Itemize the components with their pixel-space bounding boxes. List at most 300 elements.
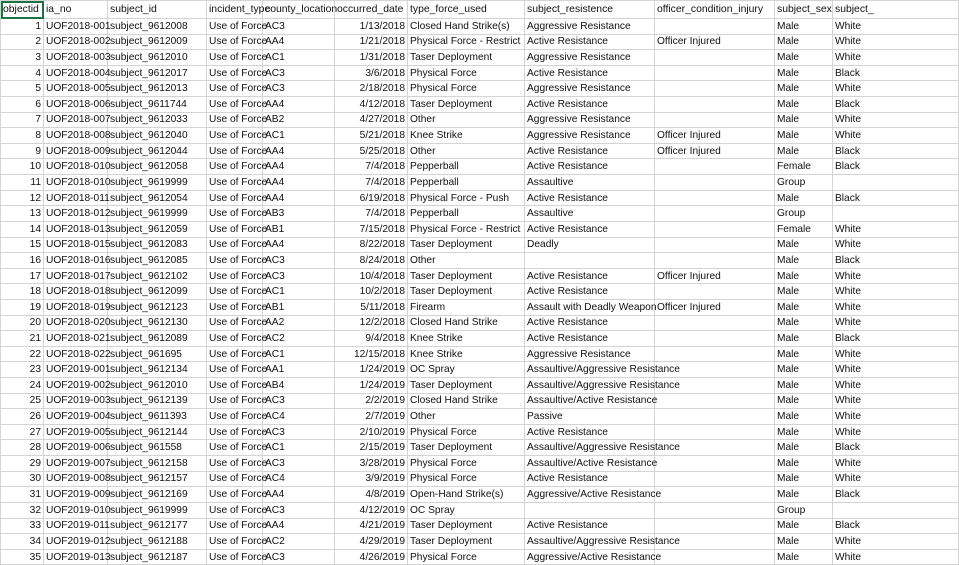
cell-type-force-used[interactable]: Taser Deployment <box>408 237 525 253</box>
cell-type-force-used[interactable]: Physical Force - Push <box>408 190 525 206</box>
cell-type-force-used[interactable]: Open-Hand Strike(s) <box>408 487 525 503</box>
cell-county-location[interactable]: AC2 <box>263 331 335 347</box>
cell-type-force-used[interactable]: Physical Force <box>408 424 525 440</box>
cell-officer-condition-injury[interactable] <box>655 471 775 487</box>
cell-type-force-used[interactable]: Physical Force <box>408 65 525 81</box>
cell-ia-no[interactable]: UOF2019-008 <box>44 471 108 487</box>
cell-officer-condition-injury[interactable] <box>655 206 775 222</box>
cell-subject-race[interactable]: White <box>833 112 959 128</box>
cell-type-force-used[interactable]: Closed Hand Strike <box>408 315 525 331</box>
cell-subject-race[interactable]: White <box>833 534 959 550</box>
cell-subject-id[interactable]: subject_9612085 <box>108 253 207 269</box>
cell-subject-resistence[interactable]: Active Resistance <box>525 284 655 300</box>
cell-incident-type[interactable]: Use of Force <box>207 549 263 565</box>
cell-incident-type[interactable]: Use of Force <box>207 346 263 362</box>
cell-incident-type[interactable]: Use of Force <box>207 253 263 269</box>
cell-type-force-used[interactable]: Other <box>408 409 525 425</box>
cell-subject-resistence[interactable] <box>525 502 655 518</box>
cell-incident-type[interactable]: Use of Force <box>207 518 263 534</box>
cell-county-location[interactable]: AC1 <box>263 440 335 456</box>
cell-county-location[interactable]: AC3 <box>263 456 335 472</box>
cell-type-force-used[interactable]: Taser Deployment <box>408 440 525 456</box>
cell-officer-condition-injury[interactable] <box>655 549 775 565</box>
cell-officer-condition-injury[interactable] <box>655 315 775 331</box>
cell-subject-resistence[interactable]: Active Resistance <box>525 471 655 487</box>
column-header-incident-type[interactable]: incident_type <box>207 1 263 19</box>
cell-ia-no[interactable]: UOF2018-004 <box>44 65 108 81</box>
column-header-occurred-date[interactable]: occurred_date <box>335 1 408 19</box>
cell-occurred-date[interactable]: 5/25/2018 <box>335 143 408 159</box>
cell-ia-no[interactable]: UOF2019-001 <box>44 362 108 378</box>
cell-objectid[interactable]: 24 <box>1 378 44 394</box>
cell-type-force-used[interactable]: Taser Deployment <box>408 268 525 284</box>
cell-subject-resistence[interactable]: Assaultive/Active Resistance <box>525 393 655 409</box>
cell-subject-race[interactable]: Black <box>833 97 959 113</box>
cell-subject-race[interactable]: White <box>833 393 959 409</box>
cell-subject-id[interactable]: subject_9619999 <box>108 206 207 222</box>
cell-subject-id[interactable]: subject_9612010 <box>108 378 207 394</box>
cell-type-force-used[interactable]: Knee Strike <box>408 128 525 144</box>
cell-occurred-date[interactable]: 8/24/2018 <box>335 253 408 269</box>
cell-occurred-date[interactable]: 4/12/2018 <box>335 97 408 113</box>
cell-incident-type[interactable]: Use of Force <box>207 112 263 128</box>
cell-subject-sex[interactable]: Male <box>775 253 833 269</box>
cell-subject-resistence[interactable] <box>525 253 655 269</box>
cell-subject-sex[interactable]: Male <box>775 549 833 565</box>
cell-county-location[interactable]: AB2 <box>263 112 335 128</box>
cell-ia-no[interactable]: UOF2018-020 <box>44 315 108 331</box>
cell-ia-no[interactable]: UOF2019-005 <box>44 424 108 440</box>
cell-subject-sex[interactable]: Group <box>775 502 833 518</box>
cell-subject-sex[interactable]: Male <box>775 65 833 81</box>
cell-officer-condition-injury[interactable] <box>655 112 775 128</box>
cell-subject-id[interactable]: subject_961695 <box>108 346 207 362</box>
cell-type-force-used[interactable]: Other <box>408 143 525 159</box>
cell-subject-resistence[interactable]: Active Resistance <box>525 518 655 534</box>
cell-ia-no[interactable]: UOF2018-010 <box>44 175 108 191</box>
cell-subject-race[interactable]: Black <box>833 331 959 347</box>
cell-officer-condition-injury[interactable] <box>655 237 775 253</box>
cell-ia-no[interactable]: UOF2018-007 <box>44 112 108 128</box>
cell-ia-no[interactable]: UOF2018-018 <box>44 284 108 300</box>
cell-county-location[interactable]: AC1 <box>263 128 335 144</box>
cell-subject-race[interactable]: Black <box>833 487 959 503</box>
cell-objectid[interactable]: 29 <box>1 456 44 472</box>
cell-county-location[interactable]: AA1 <box>263 362 335 378</box>
cell-occurred-date[interactable]: 2/18/2018 <box>335 81 408 97</box>
cell-subject-sex[interactable]: Male <box>775 128 833 144</box>
cell-subject-race[interactable]: Black <box>833 190 959 206</box>
cell-subject-id[interactable]: subject_9612158 <box>108 456 207 472</box>
cell-officer-condition-injury[interactable] <box>655 409 775 425</box>
cell-officer-condition-injury[interactable]: Officer Injured <box>655 299 775 315</box>
cell-subject-id[interactable]: subject_9612013 <box>108 81 207 97</box>
cell-subject-id[interactable]: subject_9612009 <box>108 34 207 50</box>
cell-subject-resistence[interactable]: Assaultive/Aggressive Resistance <box>525 362 655 378</box>
cell-subject-race[interactable] <box>833 206 959 222</box>
cell-incident-type[interactable]: Use of Force <box>207 456 263 472</box>
cell-subject-resistence[interactable]: Active Resistance <box>525 143 655 159</box>
cell-objectid[interactable]: 9 <box>1 143 44 159</box>
cell-subject-race[interactable]: White <box>833 409 959 425</box>
cell-occurred-date[interactable]: 4/8/2019 <box>335 487 408 503</box>
cell-objectid[interactable]: 35 <box>1 549 44 565</box>
cell-officer-condition-injury[interactable] <box>655 456 775 472</box>
cell-subject-sex[interactable]: Male <box>775 19 833 35</box>
cell-occurred-date[interactable]: 5/11/2018 <box>335 299 408 315</box>
cell-objectid[interactable]: 17 <box>1 268 44 284</box>
cell-subject-id[interactable]: subject_9612099 <box>108 284 207 300</box>
cell-incident-type[interactable]: Use of Force <box>207 534 263 550</box>
cell-subject-id[interactable]: subject_9612010 <box>108 50 207 66</box>
cell-type-force-used[interactable]: OC Spray <box>408 502 525 518</box>
cell-subject-sex[interactable]: Female <box>775 221 833 237</box>
cell-subject-race[interactable]: White <box>833 549 959 565</box>
cell-subject-id[interactable]: subject_9619999 <box>108 502 207 518</box>
cell-incident-type[interactable]: Use of Force <box>207 471 263 487</box>
cell-occurred-date[interactable]: 4/12/2019 <box>335 502 408 518</box>
cell-occurred-date[interactable]: 1/13/2018 <box>335 19 408 35</box>
cell-incident-type[interactable]: Use of Force <box>207 50 263 66</box>
cell-type-force-used[interactable]: Physical Force <box>408 81 525 97</box>
cell-subject-resistence[interactable]: Aggressive/Active Resistance <box>525 549 655 565</box>
cell-subject-sex[interactable]: Male <box>775 534 833 550</box>
cell-subject-sex[interactable]: Male <box>775 393 833 409</box>
cell-subject-sex[interactable]: Male <box>775 237 833 253</box>
cell-subject-resistence[interactable]: Aggressive Resistance <box>525 19 655 35</box>
cell-officer-condition-injury[interactable] <box>655 253 775 269</box>
cell-ia-no[interactable]: UOF2018-001 <box>44 19 108 35</box>
cell-subject-race[interactable]: White <box>833 34 959 50</box>
cell-subject-id[interactable]: subject_9612040 <box>108 128 207 144</box>
cell-county-location[interactable]: AA4 <box>263 190 335 206</box>
cell-officer-condition-injury[interactable] <box>655 424 775 440</box>
cell-county-location[interactable]: AC3 <box>263 65 335 81</box>
cell-subject-race[interactable]: Black <box>833 159 959 175</box>
cell-occurred-date[interactable]: 8/22/2018 <box>335 237 408 253</box>
cell-objectid[interactable]: 23 <box>1 362 44 378</box>
cell-ia-no[interactable]: UOF2018-022 <box>44 346 108 362</box>
cell-county-location[interactable]: AC1 <box>263 50 335 66</box>
cell-subject-id[interactable]: subject_9612157 <box>108 471 207 487</box>
cell-subject-resistence[interactable]: Active Resistance <box>525 221 655 237</box>
cell-subject-race[interactable]: Black <box>833 65 959 81</box>
cell-occurred-date[interactable]: 4/21/2019 <box>335 518 408 534</box>
cell-ia-no[interactable]: UOF2019-003 <box>44 393 108 409</box>
cell-ia-no[interactable]: UOF2018-011 <box>44 190 108 206</box>
cell-ia-no[interactable]: UOF2018-012 <box>44 206 108 222</box>
cell-occurred-date[interactable]: 2/2/2019 <box>335 393 408 409</box>
cell-subject-sex[interactable]: Male <box>775 284 833 300</box>
cell-officer-condition-injury[interactable] <box>655 97 775 113</box>
column-header-subject-id[interactable]: subject_id <box>108 1 207 19</box>
cell-county-location[interactable]: AC1 <box>263 284 335 300</box>
cell-subject-sex[interactable]: Male <box>775 268 833 284</box>
column-header-subject-race[interactable]: subject_ <box>833 1 959 19</box>
cell-incident-type[interactable]: Use of Force <box>207 487 263 503</box>
cell-county-location[interactable]: AC4 <box>263 409 335 425</box>
cell-subject-race[interactable]: Black <box>833 440 959 456</box>
cell-incident-type[interactable]: Use of Force <box>207 409 263 425</box>
cell-incident-type[interactable]: Use of Force <box>207 284 263 300</box>
cell-subject-id[interactable]: subject_9611393 <box>108 409 207 425</box>
cell-occurred-date[interactable]: 12/15/2018 <box>335 346 408 362</box>
cell-subject-race[interactable]: Black <box>833 253 959 269</box>
cell-ia-no[interactable]: UOF2019-004 <box>44 409 108 425</box>
cell-subject-id[interactable]: subject_9612054 <box>108 190 207 206</box>
cell-subject-resistence[interactable]: Aggressive Resistance <box>525 128 655 144</box>
cell-county-location[interactable]: AC3 <box>263 19 335 35</box>
cell-objectid[interactable]: 31 <box>1 487 44 503</box>
cell-type-force-used[interactable]: Firearm <box>408 299 525 315</box>
cell-objectid[interactable]: 16 <box>1 253 44 269</box>
cell-county-location[interactable]: AA4 <box>263 518 335 534</box>
column-header-county-location[interactable]: county_location <box>263 1 335 19</box>
cell-incident-type[interactable]: Use of Force <box>207 65 263 81</box>
cell-objectid[interactable]: 22 <box>1 346 44 362</box>
cell-occurred-date[interactable]: 6/19/2018 <box>335 190 408 206</box>
cell-officer-condition-injury[interactable] <box>655 487 775 503</box>
cell-subject-id[interactable]: subject_9611744 <box>108 97 207 113</box>
cell-objectid[interactable]: 33 <box>1 518 44 534</box>
cell-incident-type[interactable]: Use of Force <box>207 393 263 409</box>
cell-county-location[interactable]: AA4 <box>263 34 335 50</box>
cell-subject-sex[interactable]: Male <box>775 378 833 394</box>
cell-subject-race[interactable]: White <box>833 378 959 394</box>
cell-subject-resistence[interactable]: Active Resistance <box>525 190 655 206</box>
cell-officer-condition-injury[interactable] <box>655 284 775 300</box>
cell-subject-sex[interactable]: Male <box>775 518 833 534</box>
cell-subject-id[interactable]: subject_9619999 <box>108 175 207 191</box>
cell-subject-resistence[interactable]: Aggressive Resistance <box>525 81 655 97</box>
cell-ia-no[interactable]: UOF2018-021 <box>44 331 108 347</box>
cell-subject-race[interactable]: Black <box>833 518 959 534</box>
cell-objectid[interactable]: 12 <box>1 190 44 206</box>
cell-subject-resistence[interactable]: Assaultive/Aggressive Resistance <box>525 440 655 456</box>
cell-objectid[interactable]: 15 <box>1 237 44 253</box>
cell-subject-resistence[interactable]: Active Resistance <box>525 424 655 440</box>
cell-subject-sex[interactable]: Male <box>775 81 833 97</box>
cell-incident-type[interactable]: Use of Force <box>207 299 263 315</box>
cell-subject-sex[interactable]: Female <box>775 159 833 175</box>
cell-subject-resistence[interactable]: Aggressive/Active Resistance <box>525 487 655 503</box>
cell-county-location[interactable]: AA4 <box>263 159 335 175</box>
cell-subject-sex[interactable]: Group <box>775 206 833 222</box>
cell-objectid[interactable]: 32 <box>1 502 44 518</box>
cell-type-force-used[interactable]: Taser Deployment <box>408 534 525 550</box>
cell-incident-type[interactable]: Use of Force <box>207 331 263 347</box>
cell-type-force-used[interactable]: Taser Deployment <box>408 518 525 534</box>
cell-subject-resistence[interactable]: Assaultive/Aggressive Resistance <box>525 534 655 550</box>
column-header-subject-sex[interactable]: subject_sex <box>775 1 833 19</box>
cell-officer-condition-injury[interactable] <box>655 81 775 97</box>
cell-ia-no[interactable]: UOF2019-007 <box>44 456 108 472</box>
cell-subject-resistence[interactable]: Aggressive Resistance <box>525 346 655 362</box>
cell-county-location[interactable]: AA4 <box>263 487 335 503</box>
cell-county-location[interactable]: AB1 <box>263 299 335 315</box>
cell-occurred-date[interactable]: 7/4/2018 <box>335 175 408 191</box>
cell-subject-id[interactable]: subject_9612187 <box>108 549 207 565</box>
cell-subject-id[interactable]: subject_9612134 <box>108 362 207 378</box>
cell-subject-id[interactable]: subject_9612177 <box>108 518 207 534</box>
cell-subject-resistence[interactable]: Aggressive Resistance <box>525 50 655 66</box>
cell-subject-id[interactable]: subject_9612044 <box>108 143 207 159</box>
cell-occurred-date[interactable]: 1/24/2019 <box>335 362 408 378</box>
cell-ia-no[interactable]: UOF2018-017 <box>44 268 108 284</box>
column-header-type-force-used[interactable]: type_force_used <box>408 1 525 19</box>
cell-officer-condition-injury[interactable] <box>655 331 775 347</box>
cell-incident-type[interactable]: Use of Force <box>207 221 263 237</box>
cell-incident-type[interactable]: Use of Force <box>207 190 263 206</box>
cell-subject-race[interactable]: White <box>833 284 959 300</box>
cell-objectid[interactable]: 14 <box>1 221 44 237</box>
cell-type-force-used[interactable]: Taser Deployment <box>408 97 525 113</box>
cell-ia-no[interactable]: UOF2018-013 <box>44 221 108 237</box>
cell-ia-no[interactable]: UOF2019-009 <box>44 487 108 503</box>
cell-incident-type[interactable]: Use of Force <box>207 362 263 378</box>
cell-subject-id[interactable]: subject_9612144 <box>108 424 207 440</box>
cell-officer-condition-injury[interactable] <box>655 518 775 534</box>
cell-ia-no[interactable]: UOF2019-013 <box>44 549 108 565</box>
cell-incident-type[interactable]: Use of Force <box>207 19 263 35</box>
cell-type-force-used[interactable]: Knee Strike <box>408 331 525 347</box>
cell-type-force-used[interactable]: Physical Force <box>408 549 525 565</box>
cell-objectid[interactable]: 34 <box>1 534 44 550</box>
cell-objectid[interactable]: 20 <box>1 315 44 331</box>
cell-subject-sex[interactable]: Male <box>775 50 833 66</box>
cell-subject-resistence[interactable]: Active Resistance <box>525 65 655 81</box>
cell-objectid[interactable]: 10 <box>1 159 44 175</box>
cell-occurred-date[interactable]: 1/31/2018 <box>335 50 408 66</box>
cell-occurred-date[interactable]: 4/29/2019 <box>335 534 408 550</box>
cell-ia-no[interactable]: UOF2019-011 <box>44 518 108 534</box>
cell-occurred-date[interactable]: 5/21/2018 <box>335 128 408 144</box>
cell-subject-sex[interactable]: Male <box>775 487 833 503</box>
cell-objectid[interactable]: 3 <box>1 50 44 66</box>
cell-objectid[interactable]: 30 <box>1 471 44 487</box>
cell-subject-resistence[interactable]: Aggressive Resistance <box>525 112 655 128</box>
cell-subject-race[interactable]: White <box>833 268 959 284</box>
column-header-objectid[interactable]: objectid <box>1 1 44 19</box>
cell-occurred-date[interactable]: 10/4/2018 <box>335 268 408 284</box>
cell-occurred-date[interactable]: 7/4/2018 <box>335 159 408 175</box>
cell-county-location[interactable]: AC4 <box>263 471 335 487</box>
cell-ia-no[interactable]: UOF2018-002 <box>44 34 108 50</box>
cell-subject-race[interactable] <box>833 175 959 191</box>
cell-objectid[interactable]: 25 <box>1 393 44 409</box>
cell-incident-type[interactable]: Use of Force <box>207 34 263 50</box>
cell-officer-condition-injury[interactable]: Officer Injured <box>655 143 775 159</box>
cell-subject-resistence[interactable]: Active Resistance <box>525 97 655 113</box>
cell-subject-sex[interactable]: Male <box>775 346 833 362</box>
cell-subject-resistence[interactable]: Active Resistance <box>525 315 655 331</box>
cell-type-force-used[interactable]: Taser Deployment <box>408 378 525 394</box>
cell-county-location[interactable]: AC3 <box>263 549 335 565</box>
cell-objectid[interactable]: 8 <box>1 128 44 144</box>
cell-objectid[interactable]: 1 <box>1 19 44 35</box>
cell-objectid[interactable]: 7 <box>1 112 44 128</box>
cell-incident-type[interactable]: Use of Force <box>207 268 263 284</box>
cell-officer-condition-injury[interactable] <box>655 65 775 81</box>
cell-occurred-date[interactable]: 10/2/2018 <box>335 284 408 300</box>
cell-subject-sex[interactable]: Male <box>775 97 833 113</box>
cell-officer-condition-injury[interactable] <box>655 159 775 175</box>
cell-officer-condition-injury[interactable] <box>655 346 775 362</box>
cell-type-force-used[interactable]: Physical Force <box>408 471 525 487</box>
cell-incident-type[interactable]: Use of Force <box>207 315 263 331</box>
cell-subject-id[interactable]: subject_9612033 <box>108 112 207 128</box>
cell-objectid[interactable]: 6 <box>1 97 44 113</box>
cell-type-force-used[interactable]: Other <box>408 112 525 128</box>
cell-ia-no[interactable]: UOF2019-006 <box>44 440 108 456</box>
cell-subject-sex[interactable]: Male <box>775 456 833 472</box>
cell-subject-race[interactable]: White <box>833 471 959 487</box>
cell-subject-resistence[interactable]: Deadly <box>525 237 655 253</box>
cell-subject-race[interactable]: White <box>833 50 959 66</box>
cell-county-location[interactable]: AC3 <box>263 268 335 284</box>
cell-subject-sex[interactable]: Male <box>775 34 833 50</box>
cell-type-force-used[interactable]: Taser Deployment <box>408 284 525 300</box>
cell-ia-no[interactable]: UOF2018-019 <box>44 299 108 315</box>
cell-county-location[interactable]: AC3 <box>263 424 335 440</box>
cell-subject-id[interactable]: subject_9612058 <box>108 159 207 175</box>
cell-occurred-date[interactable]: 1/24/2019 <box>335 378 408 394</box>
cell-type-force-used[interactable]: Physical Force <box>408 456 525 472</box>
cell-subject-race[interactable]: White <box>833 221 959 237</box>
cell-officer-condition-injury[interactable] <box>655 19 775 35</box>
column-header-ia-no[interactable]: ia_no <box>44 1 108 19</box>
cell-ia-no[interactable]: UOF2019-012 <box>44 534 108 550</box>
cell-occurred-date[interactable]: 2/7/2019 <box>335 409 408 425</box>
cell-incident-type[interactable]: Use of Force <box>207 502 263 518</box>
cell-occurred-date[interactable]: 3/6/2018 <box>335 65 408 81</box>
cell-subject-resistence[interactable]: Active Resistance <box>525 34 655 50</box>
cell-objectid[interactable]: 4 <box>1 65 44 81</box>
cell-county-location[interactable]: AA4 <box>263 237 335 253</box>
cell-subject-sex[interactable]: Male <box>775 315 833 331</box>
cell-county-location[interactable]: AA4 <box>263 97 335 113</box>
cell-subject-race[interactable]: White <box>833 128 959 144</box>
cell-county-location[interactable]: AC2 <box>263 534 335 550</box>
cell-ia-no[interactable]: UOF2018-015 <box>44 237 108 253</box>
cell-county-location[interactable]: AC3 <box>263 393 335 409</box>
cell-officer-condition-injury[interactable] <box>655 221 775 237</box>
cell-type-force-used[interactable]: Pepperball <box>408 206 525 222</box>
cell-subject-resistence[interactable]: Active Resistance <box>525 331 655 347</box>
cell-incident-type[interactable]: Use of Force <box>207 424 263 440</box>
cell-incident-type[interactable]: Use of Force <box>207 206 263 222</box>
cell-subject-id[interactable]: subject_9612089 <box>108 331 207 347</box>
cell-subject-id[interactable]: subject_9612059 <box>108 221 207 237</box>
cell-objectid[interactable]: 18 <box>1 284 44 300</box>
cell-ia-no[interactable]: UOF2018-008 <box>44 128 108 144</box>
cell-incident-type[interactable]: Use of Force <box>207 143 263 159</box>
cell-officer-condition-injury[interactable]: Officer Injured <box>655 128 775 144</box>
cell-incident-type[interactable]: Use of Force <box>207 440 263 456</box>
cell-type-force-used[interactable]: Pepperball <box>408 175 525 191</box>
cell-subject-resistence[interactable]: Assaultive/Aggressive Resistance <box>525 378 655 394</box>
cell-subject-race[interactable]: White <box>833 362 959 378</box>
cell-subject-race[interactable]: White <box>833 346 959 362</box>
cell-subject-race[interactable]: Black <box>833 143 959 159</box>
cell-county-location[interactable]: AA4 <box>263 175 335 191</box>
cell-subject-race[interactable]: White <box>833 81 959 97</box>
cell-occurred-date[interactable]: 4/27/2018 <box>335 112 408 128</box>
cell-subject-race[interactable]: White <box>833 19 959 35</box>
cell-county-location[interactable]: AA4 <box>263 143 335 159</box>
cell-ia-no[interactable]: UOF2018-005 <box>44 81 108 97</box>
cell-officer-condition-injury[interactable] <box>655 50 775 66</box>
